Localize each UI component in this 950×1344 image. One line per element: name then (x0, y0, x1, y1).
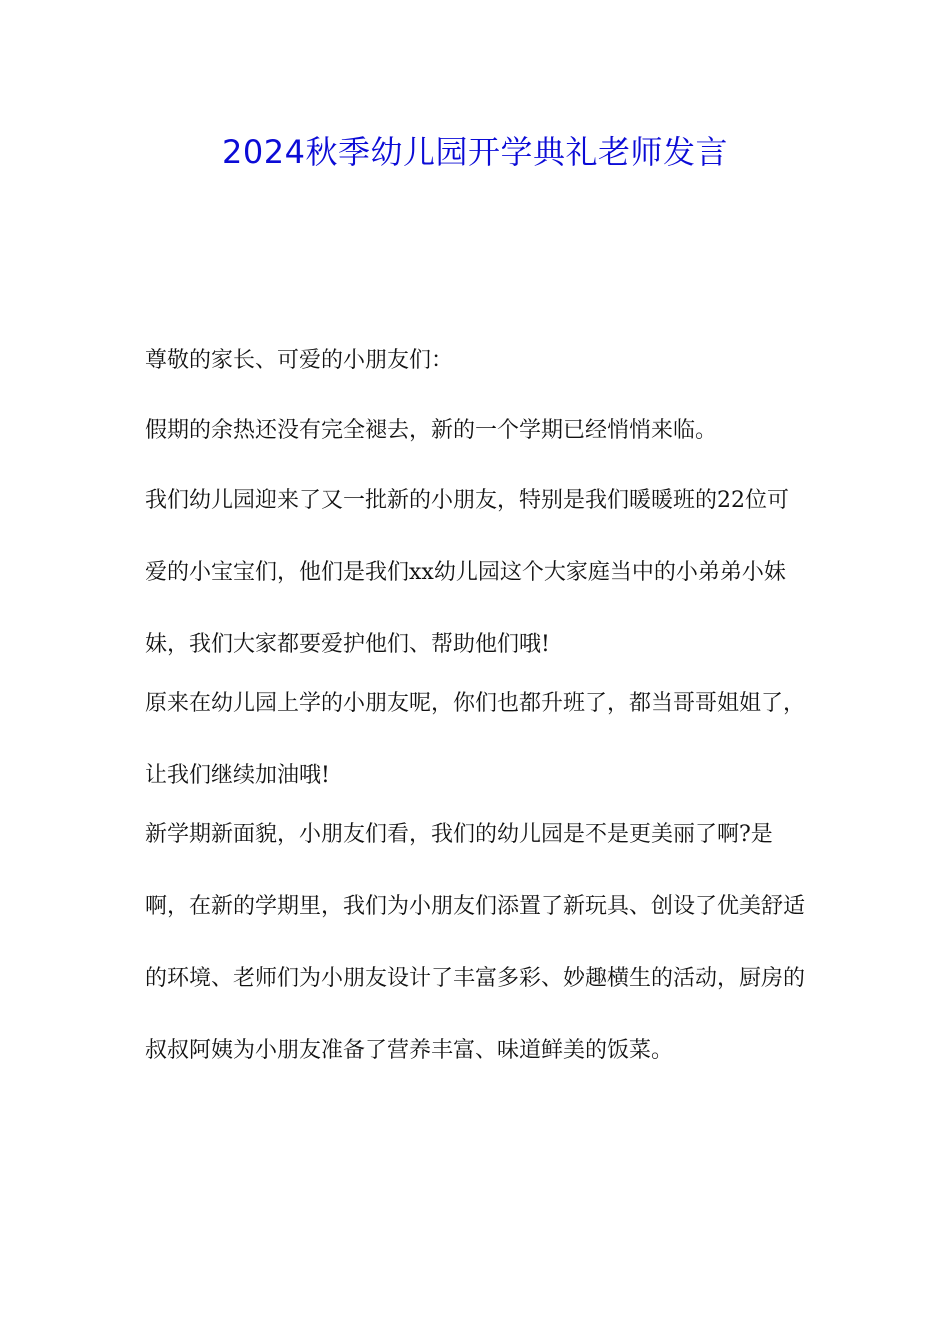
document-title: 2024秋季幼儿园开学典礼老师发言 (222, 133, 728, 171)
paragraph-4: 新学期新面貌，小朋友们看，我们的幼儿园是不是更美丽了啊?是啊，在新的学期里，我们为小朋友们添置了新玩具、创设了优美舒适的环境、老师们为小朋友设计了丰富多彩、妙趣横生的活动，厨房的叔叔阿姨为小朋友准备了营养丰富、味道鲜美的饭菜。 (145, 822, 806, 1063)
paragraph-2: 我们幼儿园迎来了又一批新的小朋友，特别是我们暖暖班的22位可爱的小宝宝们，他们是我们xx幼儿园这个大家庭当中的小弟弟小妹妹，我们大家都要爱护他们、帮助他们哦! (145, 488, 789, 657)
paragraph-salutation: 尊敬的家长、可爱的小朋友们： (145, 348, 454, 373)
document-body (145, 338, 810, 1085)
paragraph-3: 原来在幼儿园上学的小朋友呢，你们也都升班了，都当哥哥姐姐了，让我们继续加油哦! (145, 691, 806, 788)
paragraph-1: 假期的余热还没有完全褪去，新的一个学期已经悄悄来临。 (145, 418, 718, 443)
